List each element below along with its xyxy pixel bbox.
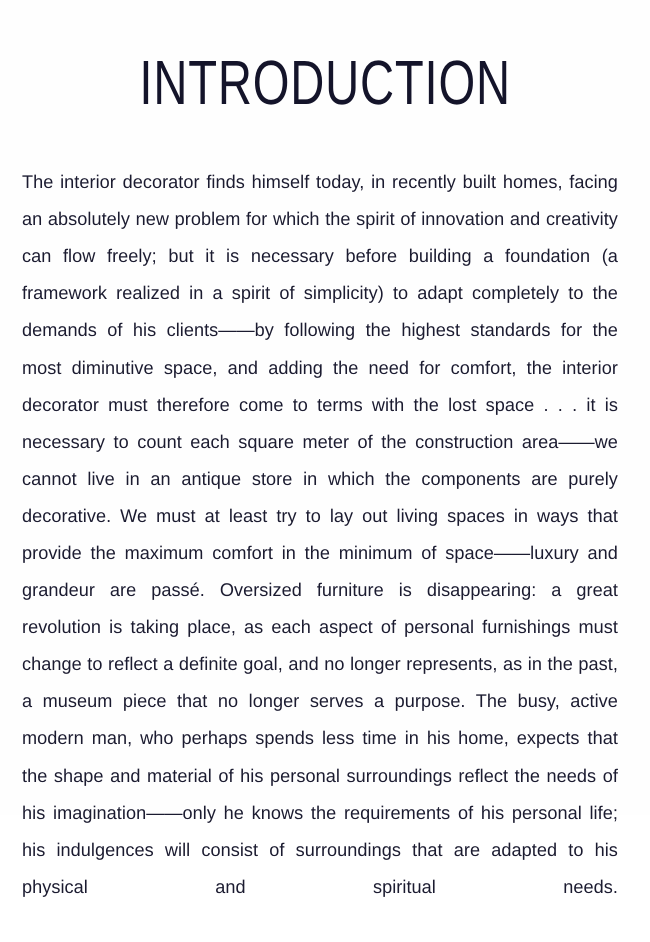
title-block [0,0,650,151]
introduction-paragraph: The interior decorator finds himself today, in recently built homes, facing an absolutely new problem for which the spirit of innovation and creativity can flow freely; but it is necessary before building a foundation (a framework realized in a spirit of simplicity) to adapt completely to the demands of his clients——by following the highest standards for the most diminutive space, and adding the need for comfort, the interior decorator must therefore come to terms with the lost space . . . it is necessary to count each square meter of the construction area——we cannot live in an antique store in which the components are purely decorative. We must at least try to lay out living spaces in ways that provide the maximum comfort in the minimum of space——luxury and grandeur are passé. Oversized furniture is disappearing: a great revolution is taking place, as each aspect of personal furnishings must change to reflect a definite goal, and no longer represents, as in the past, a museum piece that no longer serves a purpose. The busy, active modern man, who perhaps spends less time in his home, expects that the shape and material of his personal surroundings reflect the needs of his imagination——only he knows the requirements of his personal life; his indulgences will consist of surroundings that are adapted to his physical and spiritual needs. [22,171,618,897]
page-title: INTRODUCTION [139,47,511,118]
body-block [0,163,650,942]
